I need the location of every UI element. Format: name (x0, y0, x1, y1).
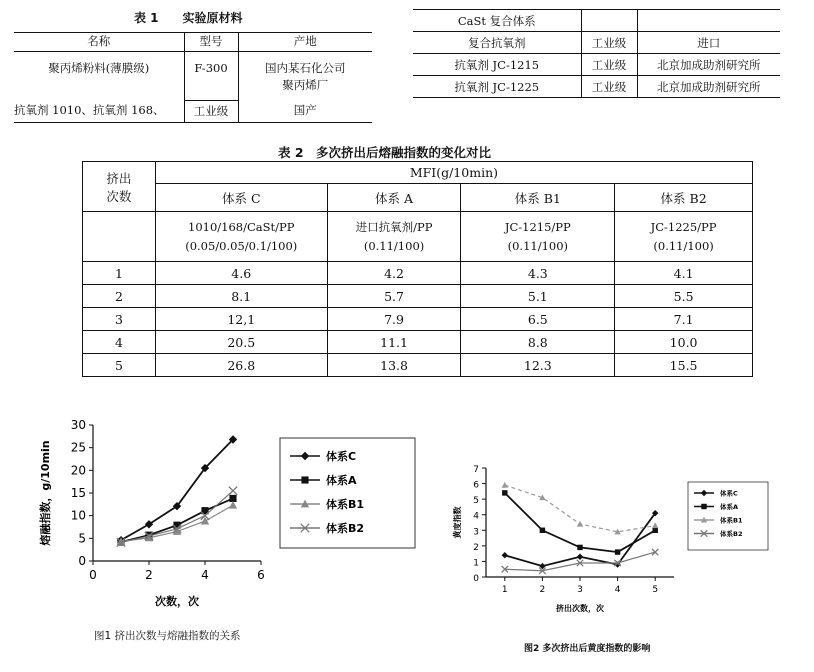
material-name: 聚丙烯粉料(薄膜级) (48, 61, 150, 75)
data-point (652, 549, 658, 555)
table2-caption: 表 2 多次挤出后熔融指数的变化对比 (278, 145, 492, 160)
table-cell: 抗氧剂 JC-1225 (413, 76, 581, 98)
y-tick-label: 10 (70, 508, 86, 523)
data-point (577, 545, 582, 550)
y-tick-label: 3 (473, 527, 479, 538)
legend-label: 体系A (326, 474, 357, 488)
table-cell: 北京加成助剂研究所 (637, 76, 780, 98)
table-cell: 26.8 (155, 354, 327, 377)
data-point (502, 490, 507, 495)
legend-label: 体系C (720, 489, 738, 498)
ratio: (0.11/100) (507, 238, 569, 253)
table-cell: 工业级 (581, 76, 637, 98)
table-cell (581, 10, 637, 32)
system-header: 体系 C (155, 184, 327, 212)
data-point (502, 552, 508, 558)
mfi-table (82, 161, 753, 377)
header-model: 型号 (184, 33, 238, 52)
y-tick-label: 2 (473, 542, 479, 553)
table-cell: 5 (83, 354, 156, 377)
legend-label: 体系B1 (326, 498, 365, 512)
corner-line: 次数 (106, 188, 132, 204)
cast-system-table (413, 9, 780, 98)
corner-line: 挤出 (106, 170, 132, 186)
formula: 1010/168/CaSt/PP (188, 219, 295, 234)
data-point (577, 554, 583, 560)
data-point (615, 549, 620, 554)
figure2-caption: 图2 多次挤出后黄度指数的影响 (524, 644, 651, 654)
data-point (229, 495, 236, 502)
table-row (413, 54, 780, 76)
table-cell: 4.3 (461, 262, 615, 285)
system-composition (615, 212, 753, 262)
table-row (83, 331, 753, 354)
y-axis-title: 熔融指数，g/10min (39, 440, 52, 546)
table-cell: 4 (83, 331, 156, 354)
data-point (229, 501, 237, 509)
table-row (413, 76, 780, 98)
header-origin: 产地 (238, 33, 372, 52)
figure1-caption: 图1 挤出次数与熔融指数的关系 (94, 630, 241, 642)
system-header: 体系 A (327, 184, 461, 212)
table-row (14, 52, 372, 101)
table-row (14, 100, 372, 122)
table-row (83, 262, 753, 285)
legend-label: 体系B2 (326, 522, 365, 536)
table-cell: 6.5 (461, 308, 615, 331)
materials-table (14, 32, 372, 123)
y-tick-label: 1 (473, 558, 479, 569)
table-cell: 5.5 (615, 285, 753, 308)
ratio: (0.11/100) (363, 238, 425, 253)
legend-label: 体系B2 (720, 529, 743, 538)
corner-header (83, 162, 156, 212)
table-cell: 3 (83, 308, 156, 331)
table-cell: 20.5 (155, 331, 327, 354)
table-cell: 4.1 (615, 262, 753, 285)
header-name: 名称 (14, 33, 184, 52)
table-cell: 12,1 (155, 308, 327, 331)
table-cell: 11.1 (327, 331, 461, 354)
table-cell: 5.7 (327, 285, 461, 308)
data-point (502, 482, 508, 488)
formula: JC-1215/PP (504, 219, 571, 234)
legend-marker (301, 476, 308, 483)
table-row (413, 10, 780, 32)
x-axis-title: 次数，次 (155, 595, 199, 608)
yellowness-line-chart (440, 455, 780, 630)
origin-line: 国内某石化公司 (265, 61, 346, 75)
table-cell: 7.9 (327, 308, 461, 331)
x-tick-label: 4 (201, 568, 209, 582)
x-tick-label: 2 (145, 568, 153, 582)
table1-caption: 表 1 实验原材料 (134, 11, 243, 25)
x-tick-label: 0 (89, 568, 97, 582)
y-tick-label: 30 (70, 418, 86, 432)
mfi-line-chart (30, 410, 430, 645)
y-tick-label: 20 (70, 463, 86, 478)
system-header: 体系 B1 (461, 184, 615, 212)
y-axis-title: 黄度指数 (453, 506, 462, 539)
table-cell: 5.1 (461, 285, 615, 308)
y-tick-label: 0 (473, 574, 479, 584)
table-cell: 13.8 (327, 354, 461, 377)
system-composition (155, 212, 327, 262)
data-point (652, 522, 658, 528)
ratio: (0.11/100) (653, 238, 714, 253)
table-cell: 10.0 (615, 331, 753, 354)
legend-label: 体系A (720, 502, 739, 511)
data-point (652, 528, 657, 533)
x-tick-label: 6 (257, 568, 265, 582)
table-cell: 8.1 (155, 285, 327, 308)
y-tick-label: 15 (70, 486, 86, 500)
y-tick-label: 25 (70, 440, 86, 455)
x-axis-title: 挤出次数，次 (556, 604, 604, 613)
system-header: 体系 B2 (615, 184, 753, 212)
x-tick-label: 3 (577, 585, 583, 595)
table-cell: 12.3 (461, 354, 615, 377)
table-row (413, 32, 780, 54)
data-point (540, 528, 545, 533)
table-row (83, 285, 753, 308)
table-cell: 7.1 (615, 308, 753, 331)
table-cell: 8.8 (461, 331, 615, 354)
table-cell: 进口 (637, 32, 780, 54)
x-tick-label: 4 (614, 585, 621, 595)
legend-marker (701, 504, 706, 509)
table-cell (637, 10, 780, 32)
material-origin: 国产 (238, 100, 372, 122)
y-tick-label: 0 (78, 554, 86, 568)
x-tick-label: 1 (501, 585, 508, 595)
x-tick-label: 5 (652, 585, 659, 595)
formula: 进口抗氧剂/PP (355, 219, 433, 234)
table-cell: 15.5 (615, 354, 753, 377)
group-header: MFI(g/10min) (155, 162, 752, 184)
table-cell: 工业级 (581, 32, 637, 54)
y-tick-label: 6 (473, 480, 479, 491)
empty-cell (83, 212, 156, 262)
table-row (83, 308, 753, 331)
x-tick-label: 2 (539, 585, 546, 595)
system-composition (461, 212, 615, 262)
material-name: 抗氧剂 1010、抗氧剂 168、 (14, 100, 184, 122)
formula: JC-1225/PP (650, 219, 717, 234)
material-model: F-300 (184, 52, 238, 101)
table-cell: 复合抗氧剂 (413, 32, 581, 54)
material-model: 工业级 (184, 100, 238, 122)
data-point (229, 487, 237, 495)
data-point (577, 521, 583, 527)
legend-label: 体系B1 (720, 516, 743, 525)
table-row (83, 354, 753, 377)
table-cell: 抗氧剂 JC-1215 (413, 54, 581, 76)
y-tick-label: 5 (78, 531, 86, 546)
material-origin (238, 52, 372, 101)
legend-label: 体系C (326, 450, 357, 464)
table-cell: 工业级 (581, 54, 637, 76)
table-cell: 2 (83, 285, 156, 308)
y-tick-label: 5 (473, 496, 479, 507)
table-cell: CaSt 复合体系 (413, 10, 581, 32)
y-tick-label: 7 (473, 465, 479, 475)
table-cell: 北京加成助剂研究所 (637, 54, 780, 76)
table-cell: 4.2 (327, 262, 461, 285)
origin-line: 聚丙烯厂 (282, 78, 329, 92)
system-composition (327, 212, 461, 262)
table-cell: 1 (83, 262, 156, 285)
y-tick-label: 4 (473, 511, 479, 522)
ratio: (0.05/0.05/0.1/100) (185, 238, 298, 253)
table-cell: 4.6 (155, 262, 327, 285)
